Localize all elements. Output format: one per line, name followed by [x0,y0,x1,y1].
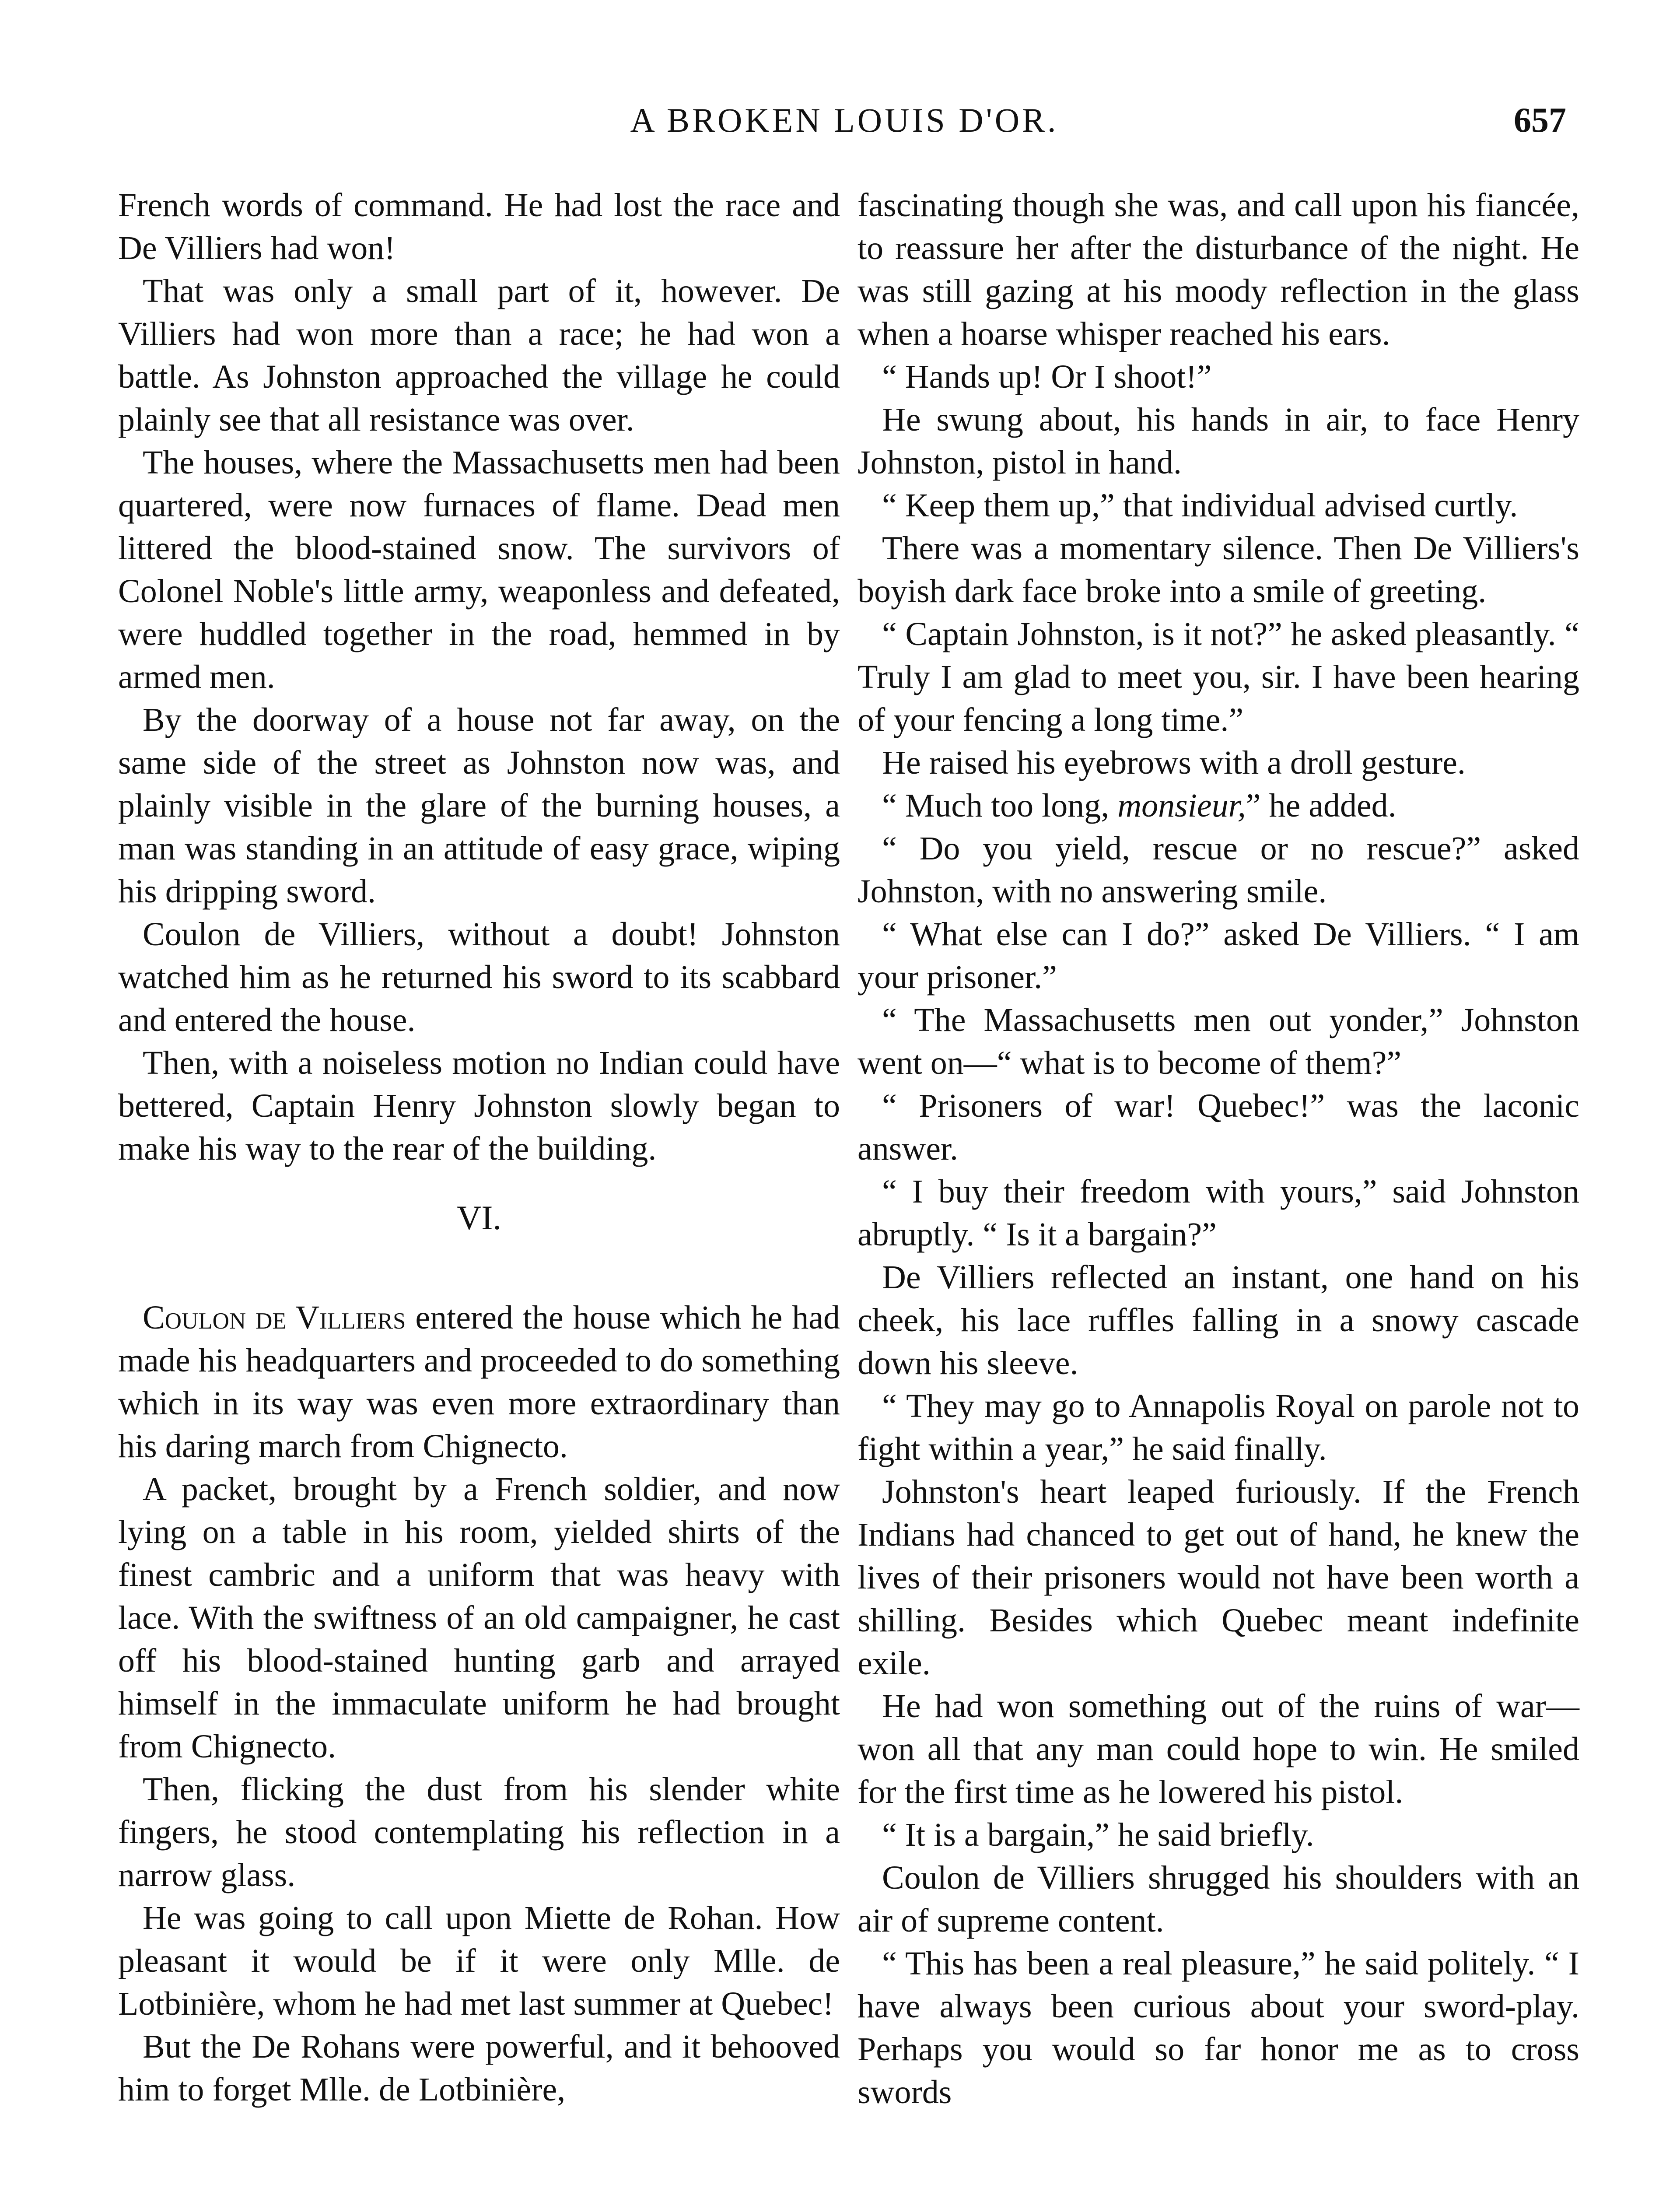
small-caps-lead: Coulon de Villiers [143,1299,406,1336]
paragraph: De Villiers reflected an instant, one hand on his cheek, his lace ruffles falling in a snowy cascade down his sleeve. [858,1259,1579,1382]
left-column [118,184,840,2111]
paragraph: By the doorway of a house not far away, on the same side of the street as Johnston now was, and plainly visible in the glare of the burning houses, a man was standing in an attitude of easy grace, wiping his dripping sword. [118,701,840,910]
paragraph: He swung about, his hands in air, to face Henry Johnston, pistol in hand. [858,401,1579,481]
paragraph-text: ” he added. [1246,787,1396,824]
paragraph: That was only a small part of it, however. De Villiers had won more than a race; he had won a battle. As Johnston approached the village he could plainly see that all resistance was over. [118,273,840,438]
paragraph: “ Do you yield, rescue or no rescue?” asked Johnston, with no answering smile. [858,830,1579,910]
paragraph: Johnston's heart leaped furiously. If the French Indians had chanced to get out of hand, he knew the lives of their prisoners would not have been worth a shilling. Besides which Quebec meant indefinite exile. [858,1473,1579,1682]
paragraph: There was a momentary silence. Then De Villiers's boyish dark face broke into a smile of greeting. [858,530,1579,610]
paragraph: “ Keep them up,” that individual advised curtly. [882,487,1518,524]
paragraph: He raised his eyebrows with a droll gesture. [882,744,1466,781]
paragraph: “ It is a bargain,” he said briefly. [882,1816,1314,1853]
paragraph: “ I buy their freedom with yours,” said Johnston abruptly. “ Is it a bargain?” [858,1173,1579,1253]
paragraph: The houses, where the Massachusetts men had been quartered, were now furnaces of flame. Dead men littered the blood-stained snow. The survivors of Colonel Noble's little army, weaponless and defeated, were huddled together in the road, hemmed in by armed men. [118,444,840,695]
paragraph: Then, flicking the dust from his slender white fingers, he stood contemplating his reflection in a narrow glass. [118,1771,840,1893]
page-header [122,101,1566,158]
paragraph-text: entered the house which he had made his headquarters and proceeded to do something which in its way was even more extraordinary than his daring march from Chignecto. [118,1299,840,1465]
paragraph: He had won something out of the ruins of war—won all that any man could hope to win. He smiled for the first time as he lowered his pistol. [858,1688,1579,1810]
paragraph: A packet, brought by a French soldier, and now lying on a table in his room, yielded shirts of the finest cambric and a uniform that was heavy with lace. With the swiftness of an old campaigner, he cast off his blood-stained hunting garb and arrayed himself in the immaculate uniform he had brought from Chignecto. [118,1471,840,1765]
paragraph: French words of command. He had lost the race and De Villiers had won! [118,187,840,266]
paragraph: fascinating though she was, and call upon his fiancée, to reassure her after the disturbance of the night. He was still gazing at his moody reflection in the glass when a hoarse whisper reached his ears. [858,187,1579,352]
paragraph: He was going to call upon Miette de Rohan. How pleasant it would be if it were only Mlle. de Lotbinière, whom he had met last summer at Quebec! [118,1900,840,2022]
paragraph: “ Hands up! Or I shoot!” [882,358,1212,395]
paragraph: Coulon de Villiers shrugged his shoulders with an air of supreme content. [858,1859,1579,1939]
paragraph: “ This has been a real pleasure,” he said politely. “ I have always been curious about your sword-play. Perhaps you would so far honor me as to cross swords [858,1945,1579,2111]
page-number: 657 [1514,101,1566,140]
section-heading: VI. [457,1199,501,1237]
paragraph: “ What else can I do?” asked De Villiers. “ I am your prisoner.” [858,916,1579,996]
paragraph [118,1296,840,1468]
paragraph: “ Captain Johnston, is it not?” he asked pleasantly. “ Truly I am glad to meet you, sir. I have been hearing of your fencing a long time.” [858,616,1579,738]
paragraph [858,784,1579,827]
paragraph: Coulon de Villiers, without a doubt! Johnston watched him as he returned his sword to its scabbard and entered the house. [118,916,840,1038]
paragraph: But the De Rohans were powerful, and it behooved him to forget Mlle. de Lotbinière, [118,2028,840,2108]
paragraph-text: “ Much too long, [882,787,1118,824]
running-title: A BROKEN LOUIS D'OR. [630,101,1059,139]
paragraph: “ They may go to Annapolis Royal on parole not to fight within a year,” he said finally. [858,1388,1579,1467]
right-column [858,184,1579,2114]
paragraph: “ The Massachusetts men out yonder,” Johnston went on—“ what is to become of them?” [858,1002,1579,1081]
italic-word: monsieur, [1117,787,1246,824]
paragraph: “ Prisoners of war! Quebec!” was the laconic answer. [858,1087,1579,1167]
paragraph: Then, with a noiseless motion no Indian could have bettered, Captain Henry Johnston slowly began to make his way to the rear of the building. [118,1045,840,1167]
